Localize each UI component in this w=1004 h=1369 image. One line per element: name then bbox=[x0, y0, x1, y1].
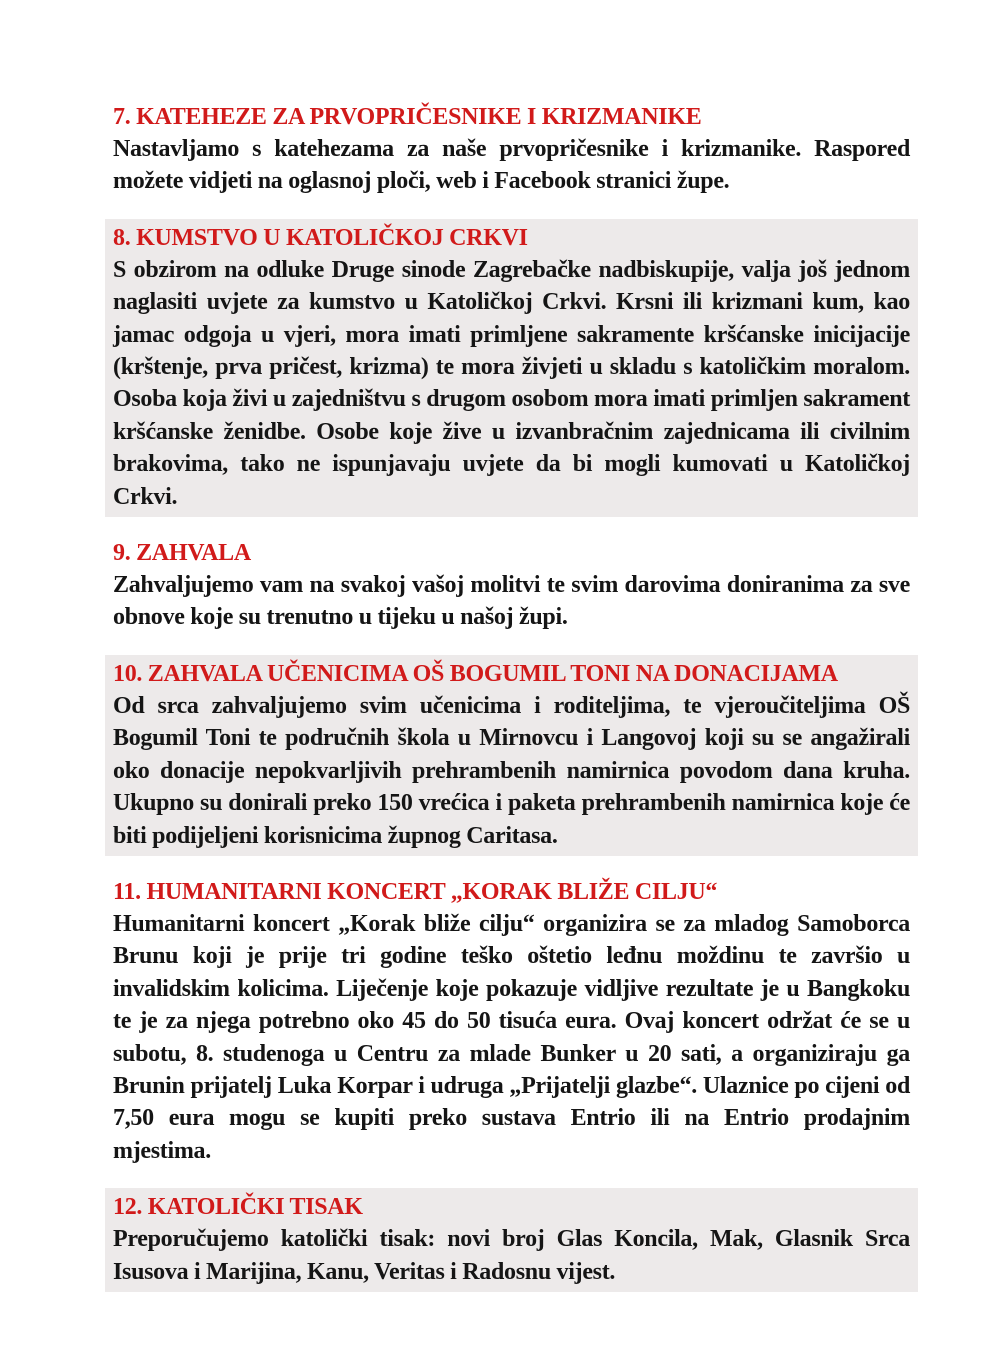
section-10 bbox=[105, 655, 918, 856]
section-11-body: Humanitarni koncert „Korak bliže cilju“ organizira se za mladog Samoborca Brunu koji je prije tri godine teško oštetio leđnu moždinu te završio u invalidskim kolicima. Liječenje koje pokazuje vidljive rezultate je u Bangkoku te je za njega potrebno oko 45 do 50 tisuća eura. Ovaj koncert održat će se u subotu, 8. studenoga u Centru za mlade Bunker u 20 sati, a organiziraju ga Brunin prijatelj Luka Korpar i udruga „Prijatelji glazbe“. Ulaznice po cijeni od 7,50 eura mogu se kupiti preko sustava Entrio ili na Entrio prodajnim mjestima. bbox=[113, 910, 910, 1164]
section-12-heading: 12. KATOLIČKI TISAK bbox=[113, 1194, 363, 1221]
section-10-heading: 10. ZAHVALA UČENICIMA OŠ BOGUMIL TONI NA DONACIJAMA bbox=[113, 660, 838, 687]
section-8 bbox=[105, 219, 918, 517]
section-7 bbox=[105, 98, 918, 202]
section-11 bbox=[105, 873, 918, 1171]
section-9-heading: 9. ZAHVALA bbox=[113, 540, 251, 567]
section-8-body: S obzirom na odluke Druge sinode Zagrebačke nadbiskupije, valja još jednom naglasiti uvjete za kumstvo u Katoličkoj Crkvi. Krsni ili krizmani kum, kao jamac odgoja u vjeri, mora imati primljene sakramente kršćanske inicijacije (krštenje, prva pričest, krizma) te mora živjeti u skladu s katoličkim moralom. Osoba koja živi u zajedništvu s drugom osobom mora imati primljen sakrament kršćanske ženidbe. Osobe koje žive u izvanbračnim zajednicama ili civilnim brakovima, tako ne ispunjavaju uvjete da bi mogli kumovati u Katoličkoj Crkvi. bbox=[113, 256, 910, 510]
section-9 bbox=[105, 534, 918, 638]
section-12 bbox=[105, 1188, 918, 1292]
section-9-body: Zahvaljujemo vam na svakoj vašoj molitvi te svim darovima doniranima za sve obnove koje su trenutno u tijeku u našoj župi. bbox=[113, 572, 910, 631]
section-7-heading: 7. KATEHEZE ZA PRVOPRIČESNIKE I KRIZMANIKE bbox=[113, 104, 702, 130]
bulletin-content bbox=[105, 98, 918, 1309]
section-8-heading: 8. KUMSTVO U KATOLIČKOJ CRKVI bbox=[113, 224, 528, 251]
section-11-heading: 11. HUMANITARNI KONCERT „KORAK BLIŽE CILJU“ bbox=[113, 878, 718, 905]
section-12-body: Preporučujemo katolički tisak: novi broj Glas Koncila, Mak, Glasnik Srca Isusova i Marijina, Kanu, Veritas i Radosnu vijest. bbox=[113, 1226, 910, 1285]
section-7-body: Nastavljamo s katehezama za naše prvopričesnike i krizmanike. Raspored možete vidjeti na oglasnoj ploči, web i Facebook stranici župe. bbox=[113, 136, 910, 195]
section-10-body: Od srca zahvaljujemo svim učenicima i roditeljima, te vjeroučiteljima OŠ Bogumil Toni te područnih škola u Mirnovcu i Langovoj koji su se angažirali oko donacije nepokvarljivih prehrambenih namirnica povodom dana kruha. Ukupno su donirali preko 150 vrećica i paketa prehrambenih namirnica koje će biti podijeljeni korisnicima župnog Caritasa. bbox=[113, 692, 910, 849]
